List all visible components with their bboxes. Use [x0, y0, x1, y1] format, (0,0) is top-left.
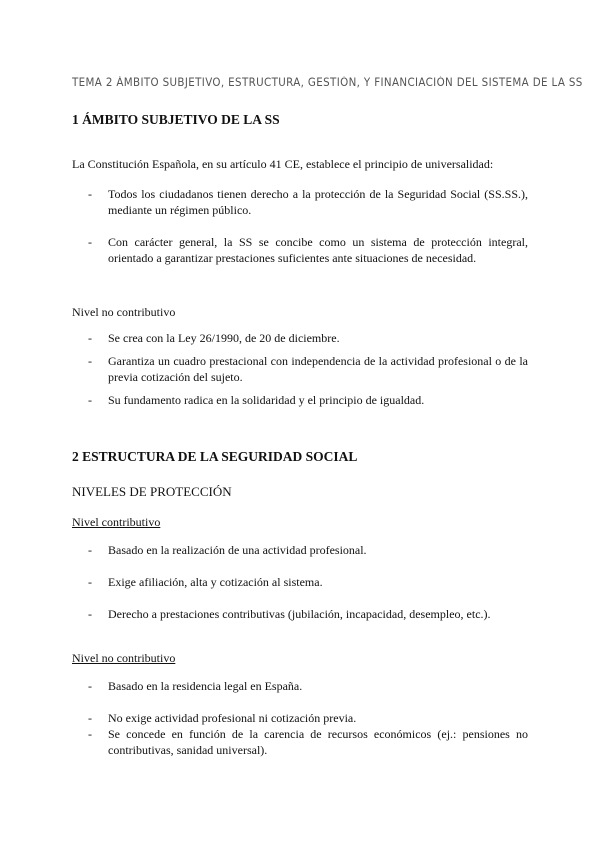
bullet-dash: -: [88, 235, 92, 249]
contributive-level-label: Nivel contributivo: [72, 515, 161, 529]
list-item-text: Se crea con la Ley 26/1990, de 20 de diciembre.: [108, 331, 340, 345]
section-1-intro: La Constitución Española, en su artículo 41 CE, establece el principio de universalidad:: [72, 157, 494, 171]
list-item: [88, 330, 528, 346]
bullet-dash: -: [88, 727, 92, 741]
list-item: [88, 710, 528, 726]
section-2-heading: 2 ESTRUCTURA DE LA SEGURIDAD SOCIAL: [72, 449, 358, 464]
bullet-dash: -: [88, 393, 92, 407]
section-1-heading: 1 ÁMBITO SUBJETIVO DE LA SS: [72, 112, 280, 127]
document-title: TEMA 2 ÁMBITO SUBJETIVO, ESTRUCTURA, GESTIÓN, Y FINANCIACIÓN DEL SISTEMA DE LA SS: [72, 76, 583, 89]
bullet-dash: -: [88, 711, 92, 725]
list-item-text: Basado en la residencia legal en España.: [108, 679, 303, 693]
list-item: [88, 574, 528, 590]
list-item-text: No exige actividad profesional ni cotización previa.: [108, 711, 357, 725]
bullet-dash: -: [88, 607, 92, 621]
list-item-text: Derecho a prestaciones contributivas (jubilación, incapacidad, desempleo, etc.).: [108, 607, 491, 621]
list-item: [88, 353, 528, 385]
section-1-subheading: Nivel no contributivo: [72, 305, 176, 319]
list-item-text: Con carácter general, la SS se concibe como un sistema de protección integral, orientado a garantizar prestaciones suficientes ante situaciones de necesidad.: [108, 235, 528, 265]
list-item: [88, 392, 528, 408]
bullet-dash: -: [88, 543, 92, 557]
bullet-dash: -: [88, 354, 92, 368]
list-item: [88, 606, 528, 622]
list-item-text: Basado en la realización de una actividad profesional.: [108, 543, 367, 557]
list-item: [88, 726, 528, 758]
protection-levels-heading: NIVELES DE PROTECCIÓN: [72, 484, 232, 499]
list-item-text: Exige afiliación, alta y cotización al sistema.: [108, 575, 323, 589]
list-item-text: Todos los ciudadanos tienen derecho a la protección de la Seguridad Social (SS.SS.), mediante un régimen público.: [108, 187, 528, 217]
non-contributive-level-label: Nivel no contributivo: [72, 651, 176, 665]
list-item: [88, 542, 528, 558]
list-item: [88, 234, 528, 266]
bullet-dash: -: [88, 575, 92, 589]
bullet-dash: -: [88, 187, 92, 201]
list-item: [88, 186, 528, 218]
bullet-dash: -: [88, 679, 92, 693]
list-item-text: Se concede en función de la carencia de recursos económicos (ej.: pensiones no contributivas, sanidad universal).: [108, 727, 528, 757]
bullet-dash: -: [88, 331, 92, 345]
list-item-text: Su fundamento radica en la solidaridad y el principio de igualdad.: [108, 393, 425, 407]
list-item-text: Garantiza un cuadro prestacional con independencia de la actividad profesional o de la previa cotización del sujeto.: [108, 354, 528, 384]
list-item: [88, 678, 528, 694]
